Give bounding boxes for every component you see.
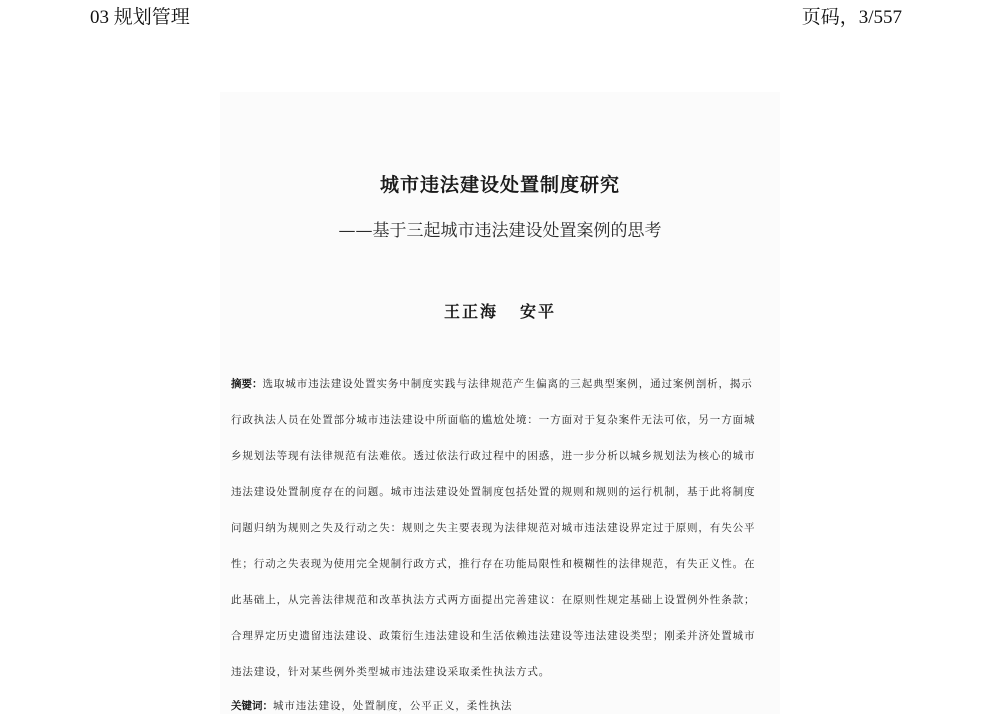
abstract-line: 性；行动之失表现为使用完全规制行政方式，推行存在功能局限性和模糊性的法律规范，有失正义性。在 xyxy=(231,558,756,570)
keywords-label: 关键词： xyxy=(231,700,273,712)
running-header-page-number: 页码，3/557 xyxy=(801,7,902,28)
author-name: 王正海 xyxy=(443,302,498,321)
abstract-line xyxy=(231,376,753,391)
abstract-line: 此基础上，从完善法律规范和改革执法方式两方面提出完善建议：在原则性规定基础上设置例外性条款； xyxy=(231,594,756,606)
paper-title: 城市违法建设处置制度研究 xyxy=(379,174,620,196)
keywords-text: 城市违法建设，处置制度，公平正义，柔性执法 xyxy=(273,700,513,712)
running-header-section: 03 规划管理 xyxy=(90,7,190,28)
abstract-line: 乡规划法等现有法律规范有法难依。透过依法行政过程中的困惑，进一步分析以城乡规划法为核心的城市 xyxy=(231,450,756,462)
abstract-line: 行政执法人员在处置部分城市违法建设中所面临的尴尬处境：一方面对于复杂案件无法可依，另一方面城 xyxy=(231,414,756,426)
abstract-line: 违法建设，针对某些例外类型城市违法建设采取柔性执法方式。 xyxy=(231,666,551,678)
author-name: 安平 xyxy=(520,302,557,321)
abstract-label: 摘要： xyxy=(231,378,263,390)
keywords-line xyxy=(231,698,512,713)
abstract-line: 违法建设处置制度存在的问题。城市违法建设处置制度包括处置的规则和规则的运行机制，基于此将制度 xyxy=(231,486,756,498)
paper-subtitle: ——基于三起城市违法建设处置案例的思考 xyxy=(338,221,662,241)
abstract-line: 问题归纳为规则之失及行动之失：规则之失主要表现为法律规范对城市违法建设界定过于原则，有失公平 xyxy=(231,522,756,534)
abstract-text: 选取城市违法建设处置实务中制度实践与法律规范产生偏离的三起典型案例，通过案例剖析，揭示 xyxy=(262,378,753,390)
abstract-line: 合理界定历史遗留违法建设、政策衍生违法建设和生活依赖违法建设等违法建设类型；刚柔并济处置城市 xyxy=(231,630,756,642)
paper-authors xyxy=(0,299,1000,322)
